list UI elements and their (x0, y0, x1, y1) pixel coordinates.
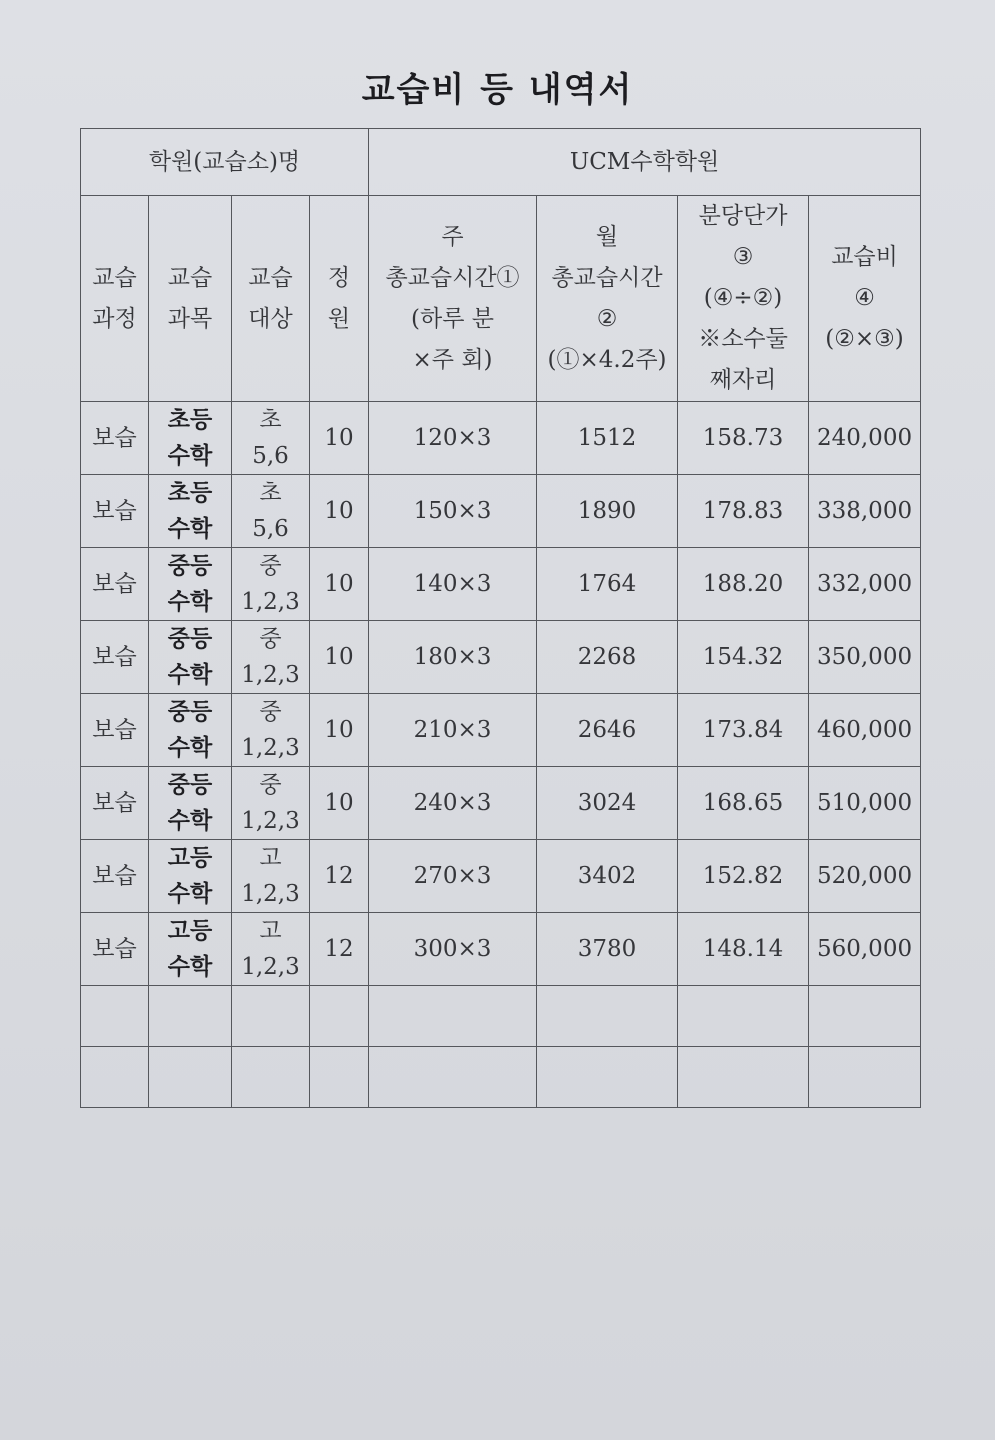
unit-price-cell: 173.84 (678, 694, 809, 767)
monthly-hours-cell: 2646 (537, 694, 678, 767)
empty-cell (81, 1047, 149, 1108)
target-cell: 초 5,6 (232, 475, 310, 548)
empty-row (81, 1047, 921, 1108)
header-subject: 교습 과목 (149, 196, 232, 402)
empty-cell (809, 986, 921, 1047)
empty-cell (149, 1047, 232, 1108)
capacity-cell: 10 (310, 694, 369, 767)
empty-cell (149, 986, 232, 1047)
empty-cell (369, 1047, 537, 1108)
weekly-hours-cell: 120×3 (369, 402, 537, 475)
capacity-cell: 10 (310, 621, 369, 694)
target-cell: 중 1,2,3 (232, 548, 310, 621)
target-cell: 중 1,2,3 (232, 694, 310, 767)
empty-cell (809, 1047, 921, 1108)
unit-price-cell: 188.20 (678, 548, 809, 621)
fee-cell: 560,000 (809, 913, 921, 986)
document-title: 교습비 등 내역서 (361, 70, 634, 110)
fee-cell: 332,000 (809, 548, 921, 621)
weekly-hours-cell: 270×3 (369, 840, 537, 913)
fee-cell: 520,000 (809, 840, 921, 913)
capacity-cell: 12 (310, 840, 369, 913)
empty-row (81, 986, 921, 1047)
course-cell: 보습 (81, 694, 149, 767)
empty-cell (81, 986, 149, 1047)
weekly-hours-cell: 300×3 (369, 913, 537, 986)
unit-price-cell: 178.83 (678, 475, 809, 548)
empty-cell (310, 986, 369, 1047)
monthly-hours-cell: 2268 (537, 621, 678, 694)
empty-cell (232, 1047, 310, 1108)
empty-cell (232, 986, 310, 1047)
course-cell: 보습 (81, 402, 149, 475)
empty-cell (310, 1047, 369, 1108)
capacity-cell: 12 (310, 913, 369, 986)
subject-cell: 중등 수학 (149, 694, 232, 767)
unit-price-cell: 158.73 (678, 402, 809, 475)
header-monthly-hours: 월 총교습시간 ② (①×4.2주) (537, 196, 678, 402)
fee-cell: 350,000 (809, 621, 921, 694)
capacity-cell: 10 (310, 475, 369, 548)
course-cell: 보습 (81, 913, 149, 986)
capacity-cell: 10 (310, 767, 369, 840)
academy-label: 학원(교습소)명 (81, 129, 369, 196)
unit-price-cell: 168.65 (678, 767, 809, 840)
subject-cell: 중등 수학 (149, 621, 232, 694)
target-cell: 중 1,2,3 (232, 621, 310, 694)
unit-price-cell: 152.82 (678, 840, 809, 913)
subject-cell: 중등 수학 (149, 767, 232, 840)
empty-cell (678, 1047, 809, 1108)
weekly-hours-cell: 140×3 (369, 548, 537, 621)
header-capacity: 정 원 (310, 196, 369, 402)
monthly-hours-cell: 1890 (537, 475, 678, 548)
unit-price-cell: 148.14 (678, 913, 809, 986)
empty-cell (678, 986, 809, 1047)
monthly-hours-cell: 3402 (537, 840, 678, 913)
weekly-hours-cell: 210×3 (369, 694, 537, 767)
capacity-cell: 10 (310, 402, 369, 475)
target-cell: 고 1,2,3 (232, 913, 310, 986)
subject-cell: 고등 수학 (149, 913, 232, 986)
table-row (81, 548, 921, 621)
monthly-hours-cell: 3024 (537, 767, 678, 840)
monthly-hours-cell: 1764 (537, 548, 678, 621)
target-cell: 초 5,6 (232, 402, 310, 475)
header-course: 교습 과정 (81, 196, 149, 402)
table-row (81, 402, 921, 475)
academy-row (81, 129, 921, 196)
header-target: 교습 대상 (232, 196, 310, 402)
weekly-hours-cell: 150×3 (369, 475, 537, 548)
fee-cell: 338,000 (809, 475, 921, 548)
subject-cell: 고등 수학 (149, 840, 232, 913)
subject-cell: 초등 수학 (149, 475, 232, 548)
table-row (81, 913, 921, 986)
subject-cell: 초등 수학 (149, 402, 232, 475)
table-row (81, 840, 921, 913)
empty-cell (369, 986, 537, 1047)
table-row (81, 767, 921, 840)
empty-cell (537, 1047, 678, 1108)
course-cell: 보습 (81, 840, 149, 913)
target-cell: 고 1,2,3 (232, 840, 310, 913)
capacity-cell: 10 (310, 548, 369, 621)
subject-cell: 중등 수학 (149, 548, 232, 621)
fee-cell: 510,000 (809, 767, 921, 840)
empty-cell (537, 986, 678, 1047)
monthly-hours-cell: 1512 (537, 402, 678, 475)
course-cell: 보습 (81, 767, 149, 840)
weekly-hours-cell: 180×3 (369, 621, 537, 694)
course-cell: 보습 (81, 475, 149, 548)
header-fee: 교습비 ④ (②×③) (809, 196, 921, 402)
header-row (81, 196, 921, 402)
table-row (81, 694, 921, 767)
fee-cell: 240,000 (809, 402, 921, 475)
unit-price-cell: 154.32 (678, 621, 809, 694)
target-cell: 중 1,2,3 (232, 767, 310, 840)
table-row (81, 621, 921, 694)
course-cell: 보습 (81, 548, 149, 621)
course-cell: 보습 (81, 621, 149, 694)
table-row (81, 475, 921, 548)
weekly-hours-cell: 240×3 (369, 767, 537, 840)
header-unit-price: 분당단가 ③ (④÷②) ※소수둘 째자리 (678, 196, 809, 402)
academy-name: UCM수학학원 (369, 129, 921, 196)
monthly-hours-cell: 3780 (537, 913, 678, 986)
header-weekly-hours: 주 총교습시간① (하루 분 ×주 회) (369, 196, 537, 402)
fee-cell: 460,000 (809, 694, 921, 767)
fee-table (80, 128, 921, 1108)
